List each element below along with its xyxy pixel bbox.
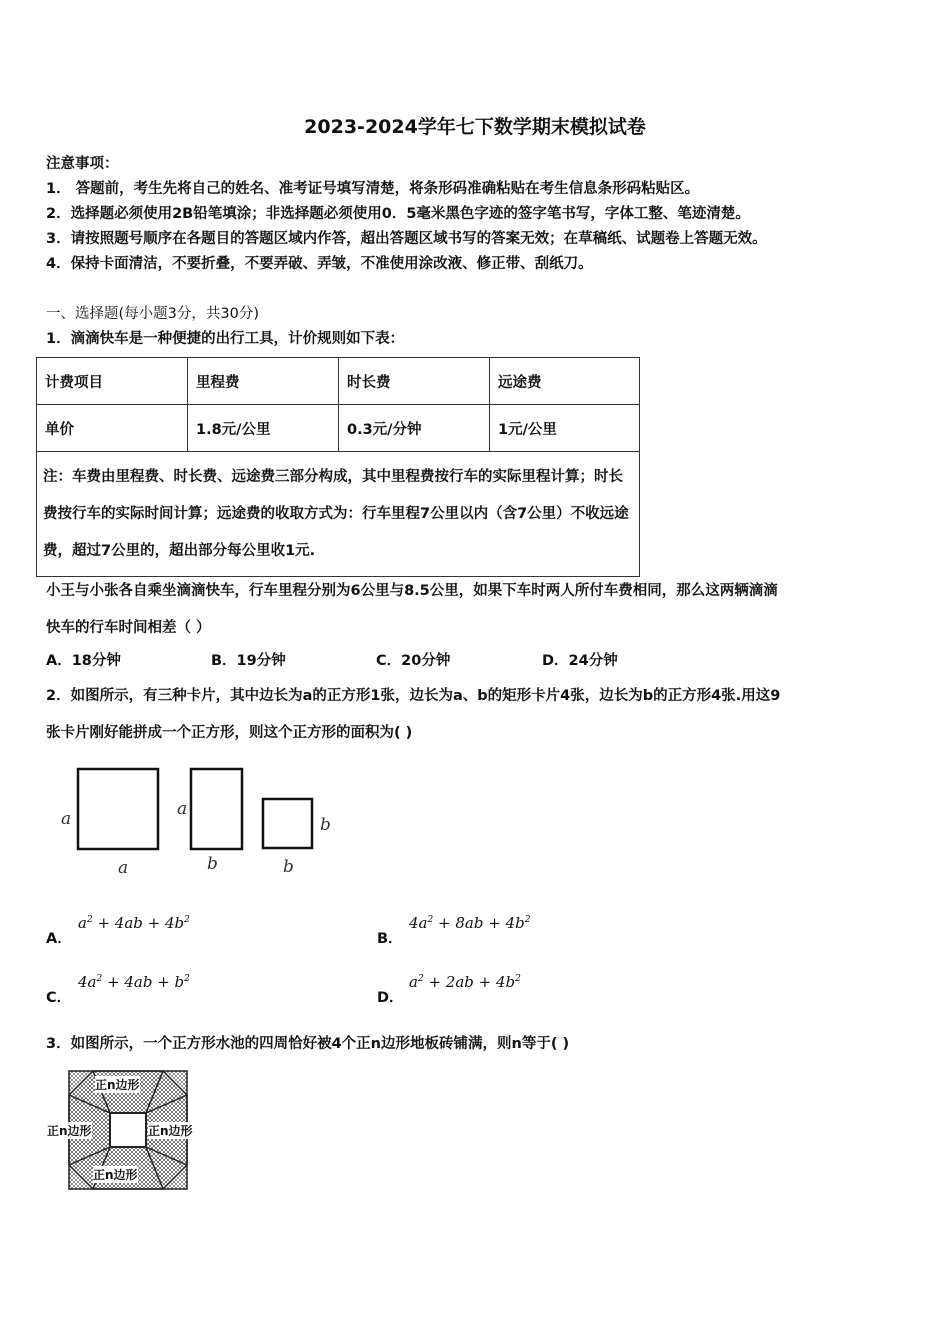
q1-stem: 1．滴滴快车是一种便捷的出行工具，计价规则如下表： <box>46 331 405 347</box>
card-label: a <box>177 799 188 819</box>
page-title: 2023-2024学年七下数学期末模拟试卷 <box>304 116 646 138</box>
card-label: a <box>118 858 129 878</box>
table-row <box>37 358 640 405</box>
q2-option-a-expr: $a^2 + 4ab + 4b^2$ <box>78 914 190 932</box>
section-heading: 一、选择题(每小题3分，共30分) <box>46 306 259 322</box>
table-cell: 1.8元/公里 <box>188 405 339 452</box>
q2-option-c-expr: $4a^2 + 4ab + b^2$ <box>78 973 190 991</box>
q1-option-d[interactable]: D．24分钟 <box>542 653 618 669</box>
q1-body: 小王与小张各自乘坐滴滴快车，行车里程分别为6公里与8.5公里，如果下车时两人所付车费相同，那么这两辆滴滴 <box>46 583 778 599</box>
table-row <box>37 452 640 577</box>
table-cell: 0.3元/分钟 <box>339 405 490 452</box>
table-row <box>37 405 640 452</box>
notice-heading: 注意事项： <box>46 156 119 172</box>
cards-figure <box>55 760 355 885</box>
table-cell: 里程费 <box>188 358 339 405</box>
q2-option-c-letter[interactable]: C． <box>46 990 72 1006</box>
notice-item: 1． 答题前，考生先将自己的姓名、准考证号填写清楚，将条形码准确粘贴在考生信息条形码粘贴区。 <box>46 181 700 197</box>
q2-option-d-letter[interactable]: D． <box>377 990 404 1006</box>
q2-option-b-expr: $4a^2 + 8ab + 4b^2$ <box>409 914 531 932</box>
polygon-label-bottom: 正n边形 <box>93 1168 138 1182</box>
table-cell: 时长费 <box>339 358 490 405</box>
table-cell: 远途费 <box>490 358 640 405</box>
q1-option-c[interactable]: C．20分钟 <box>376 653 451 669</box>
fee-table <box>36 357 640 577</box>
card-label: b <box>283 857 294 877</box>
table-cell: 1元/公里 <box>490 405 640 452</box>
notice-item: 2．选择题必须使用2B铅笔填涂；非选择题必须使用0．5毫米黑色字迹的签字笔书写，字体工整、笔迹清楚。 <box>46 206 750 222</box>
card-label: b <box>320 815 331 835</box>
card-label: b <box>207 854 218 874</box>
q2-option-a-letter[interactable]: A． <box>46 931 72 947</box>
notice-item: 4．保持卡面清洁，不要折叠，不要弄破、弄皱，不准使用涂改液、修正带、刮纸刀。 <box>46 256 593 272</box>
table-cell: 单价 <box>37 405 188 452</box>
q2-option-d-expr: $a^2 + 2ab + 4b^2$ <box>409 973 521 991</box>
q1-body: 快车的行车时间相差（ ） <box>46 620 211 636</box>
table-cell: 计费项目 <box>37 358 188 405</box>
polygon-label-left: 正n边形 <box>47 1124 92 1138</box>
table-note: 注：车费由里程费、时长费、远途费三部分构成，其中里程费按行车的实际里程计算；时长费按行车的实际时间计算；远途费的收取方式为：行车里程7公里以内（含7公里）不收远途费，超过7公里的，超出部分每公里收1元. <box>37 452 640 577</box>
notice-item: 3．请按照题号顺序在各题目的答题区域内作答，超出答题区域书写的答案无效；在草稿纸、试题卷上答题无效。 <box>46 231 767 247</box>
q1-option-a[interactable]: A．18分钟 <box>46 653 121 669</box>
q2-stem: 张卡片刚好能拼成一个正方形，则这个正方形的面积为( ) <box>46 725 413 741</box>
q2-option-b-letter[interactable]: B． <box>377 931 403 947</box>
card-label: a <box>61 809 72 829</box>
polygon-label-right: 正n边形 <box>148 1124 193 1138</box>
q2-stem: 2．如图所示，有三种卡片，其中边长为a的正方形1张，边长为a、b的矩形卡片4张，边长为b的正方形4张.用这9 <box>46 688 781 704</box>
q1-option-b[interactable]: B．19分钟 <box>211 653 286 669</box>
q3-stem: 3．如图所示，一个正方形水池的四周恰好被4个正n边形地板砖铺满，则n等于( ) <box>46 1036 570 1052</box>
polygon-label-top: 正n边形 <box>95 1078 140 1092</box>
